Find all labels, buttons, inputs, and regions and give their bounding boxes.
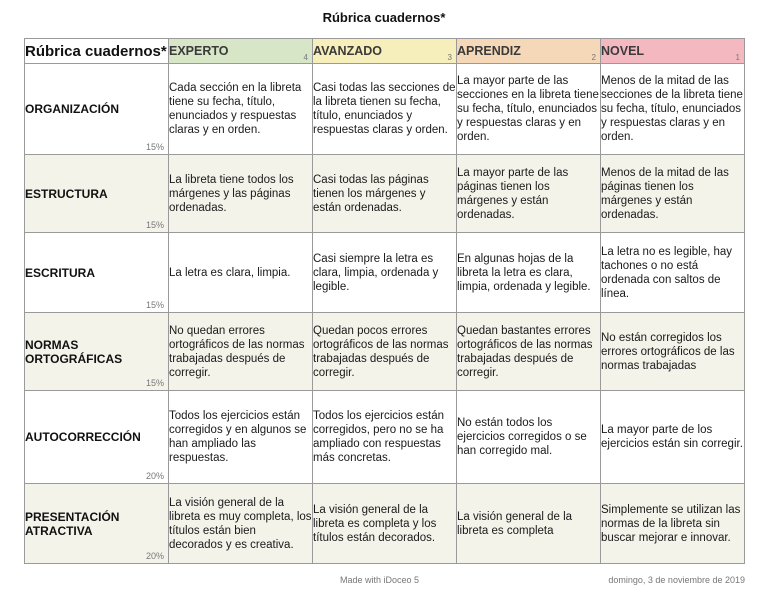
criterion-row-escritura: [25, 233, 745, 313]
footer-made-with: Made with iDoceo 5: [340, 575, 420, 585]
descriptor-cell: Todos los ejercicios están corregidos y en algunos se han ampliado las respuestas.: [169, 391, 313, 484]
descriptor-cell: La mayor parte de los ejercicios están sin corregir.: [601, 391, 745, 484]
criterion-weight: 15%: [145, 300, 164, 310]
criterion-cell: [25, 391, 169, 484]
level-points: 2: [591, 53, 596, 62]
descriptor-cell: La visión general de la libreta es completa y los títulos están decorados.: [313, 484, 457, 564]
level-header-novel: [601, 39, 745, 64]
criterion-name: PRESENTACIÓN ATRACTIVA: [25, 509, 120, 538]
criterion-weight: 20%: [145, 551, 164, 561]
descriptor-cell: Casi todas las páginas tienen los márgenes y están ordenadas.: [313, 155, 457, 233]
descriptor-cell: Todos los ejercicios están corregidos, pero no se ha ampliado con respuestas más concretas.: [313, 391, 457, 484]
level-label: APRENDIZ: [457, 44, 521, 58]
criterion-cell: [25, 484, 169, 564]
criterion-weight: 15%: [145, 220, 164, 230]
criterion-row-autocorreccion: [25, 391, 745, 484]
level-label: AVANZADO: [313, 44, 382, 58]
criterion-cell: [25, 64, 169, 155]
level-points: 3: [447, 53, 452, 62]
criterion-row-normas-ortograficas: [25, 313, 745, 391]
descriptor-cell: La visión general de la libreta es completa: [457, 484, 601, 564]
level-header-experto: [169, 39, 313, 64]
level-header-avanzado: [313, 39, 457, 64]
descriptor-cell: Casi todas las secciones de la libreta tienen su fecha, título, enunciados y respuestas claras y orden.: [313, 64, 457, 155]
descriptor-cell: La mayor parte de las páginas tienen los márgenes y están ordenadas.: [457, 155, 601, 233]
criterion-cell: [25, 313, 169, 391]
criterion-name: AUTOCORRECCIÓN: [25, 430, 141, 444]
document-title: Rúbrica cuadernos*: [322, 10, 446, 25]
criterion-name: NORMAS ORTOGRÁFICAS: [25, 337, 123, 366]
criterion-name: ESCRITURA: [25, 265, 96, 280]
criterion-weight: 15%: [145, 142, 164, 152]
descriptor-cell: Menos de la mitad de las secciones de la libreta tiene su fecha, título, enunciados y respuestas claras y en orden.: [601, 64, 745, 155]
descriptor-cell: La libreta tiene todos los márgenes y las páginas ordenadas.: [169, 155, 313, 233]
level-points: 1: [735, 53, 740, 62]
descriptor-cell: Quedan bastantes errores ortográficos de las normas trabajadas después de corregir.: [457, 313, 601, 391]
descriptor-cell: Casi siempre la letra es clara, limpia, ordenada y legible.: [313, 233, 457, 313]
descriptor-cell: Simplemente se utilizan las normas de la libreta sin buscar mejorar e innovar.: [601, 484, 745, 564]
descriptor-cell: Quedan pocos errores ortográficos de las normas trabajadas después de corregir.: [313, 313, 457, 391]
header-row: [25, 39, 745, 64]
criterion-name: ESTRUCTURA: [25, 186, 108, 201]
descriptor-cell: La visión general de la libreta es muy completa, los títulos están bien decorados y es creativa.: [169, 484, 313, 564]
criterion-cell: [25, 155, 169, 233]
level-label: EXPERTO: [169, 44, 229, 58]
descriptor-cell: No están corregidos los errores ortográficos de las normas trabajadas: [601, 313, 745, 391]
criterion-cell: [25, 233, 169, 313]
criterion-weight: 15%: [145, 378, 164, 388]
descriptor-cell: La letra es clara, limpia.: [169, 233, 313, 313]
level-header-aprendiz: [457, 39, 601, 64]
descriptor-cell: No están todos los ejercicios corregidos o se han corregido mal.: [457, 391, 601, 484]
criterion-name: ORGANIZACIÓN: [25, 102, 119, 116]
criterion-row-estructura: [25, 155, 745, 233]
descriptor-cell: En algunas hojas de la libreta la letra es clara, limpia, ordenada y legible.: [457, 233, 601, 313]
descriptor-cell: La mayor parte de las secciones en la libreta tiene su fecha, título, enunciados y respuestas claras y en orden.: [457, 64, 601, 155]
descriptor-cell: Cada sección en la libreta tiene su fecha, título, enunciados y respuestas claras y en orden.: [169, 64, 313, 155]
criterion-weight: 20%: [145, 471, 164, 481]
descriptor-cell: La letra no es legible, hay tachones o no está ordenada con saltos de línea.: [601, 233, 745, 313]
criterion-row-organizacion: [25, 64, 745, 155]
level-points: 4: [303, 53, 308, 62]
level-label: NOVEL: [601, 44, 645, 58]
table-title: Rúbrica cuadernos*: [25, 39, 169, 64]
rubric-table: [24, 38, 745, 564]
descriptor-cell: Menos de la mitad de las páginas tienen los márgenes y están ordenadas.: [601, 155, 745, 233]
footer-date: domingo, 3 de noviembre de 2019: [608, 575, 745, 585]
criterion-row-presentacion-atractiva: [25, 484, 745, 564]
descriptor-cell: No quedan errores ortográficos de las normas trabajadas después de corregir.: [169, 313, 313, 391]
